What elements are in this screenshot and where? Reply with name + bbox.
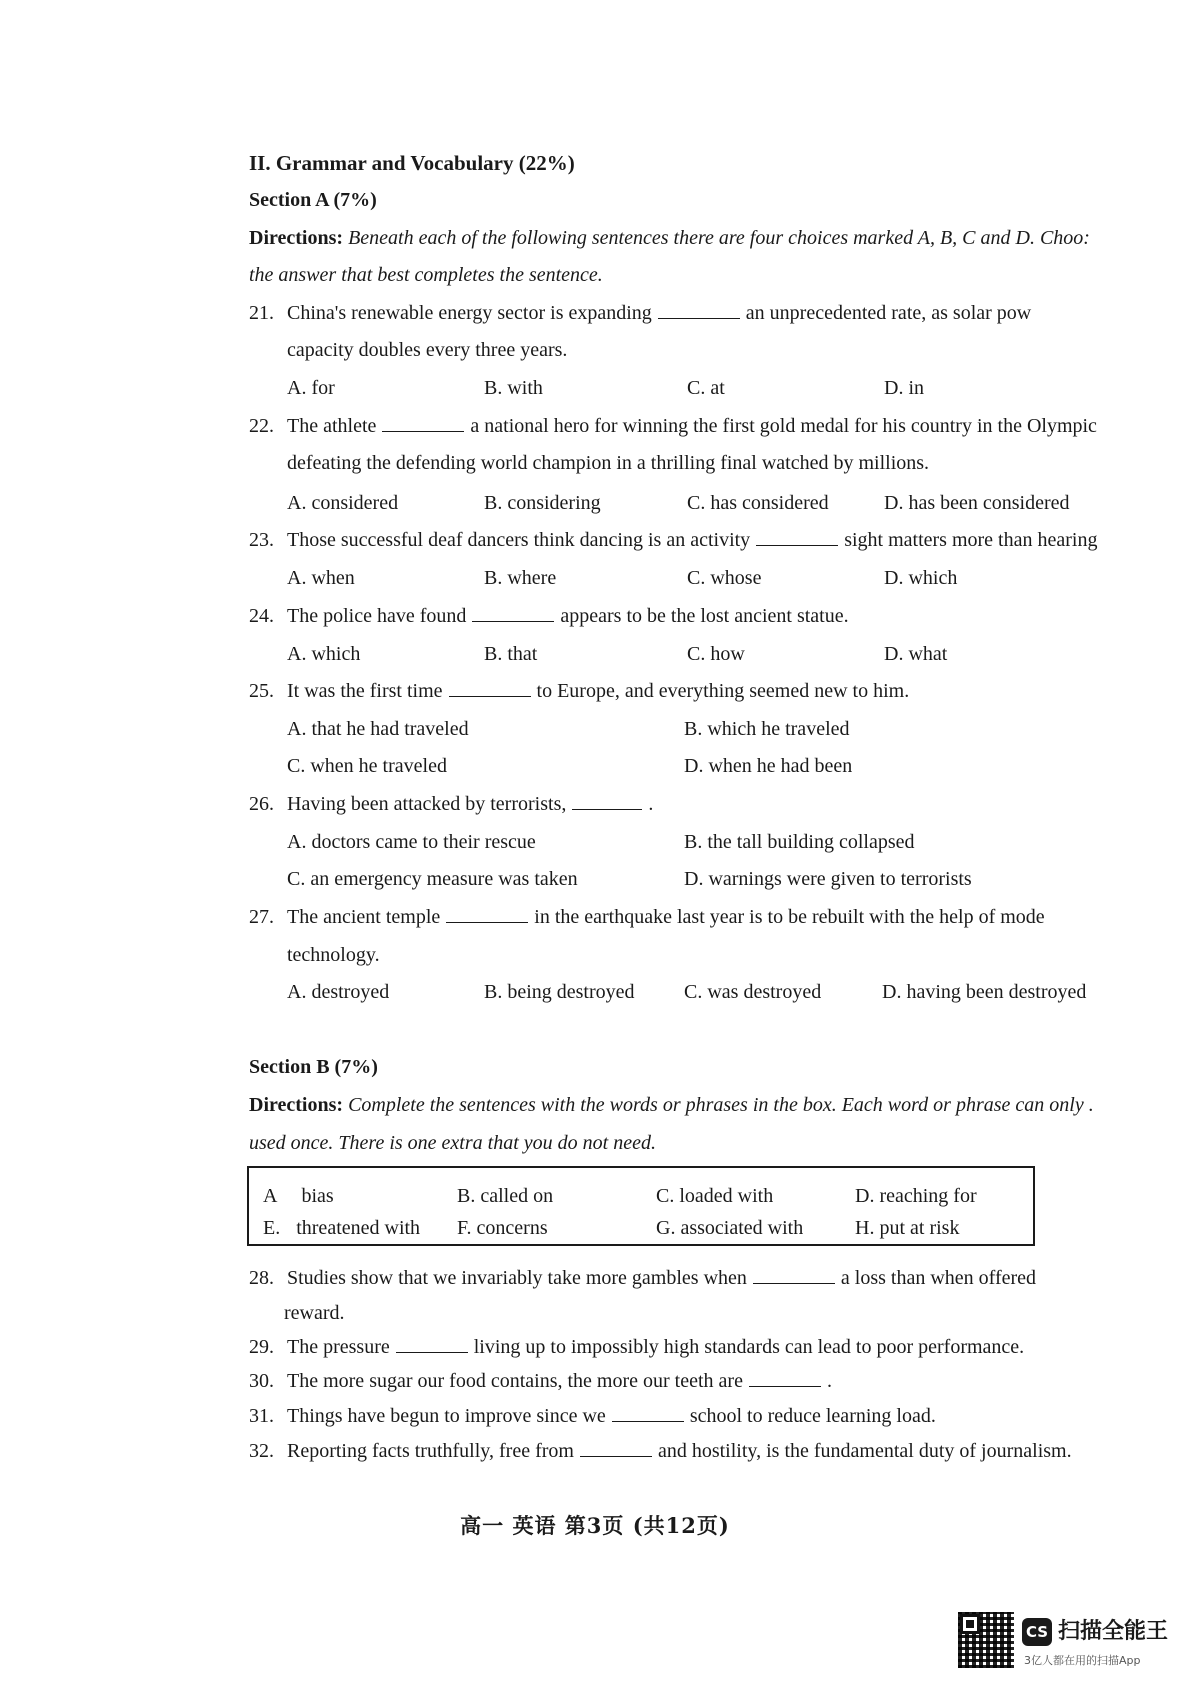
- q21-option-c: C. at: [687, 377, 725, 399]
- section-b-directions: [249, 1092, 1094, 1118]
- question-27: 27. The ancient temple in the earthquake last year is to be rebuilt with the help of mode: [249, 906, 1045, 928]
- question-32: 32. Reporting facts truthfully, free from and hostility, is the fundamental duty of journalism.: [249, 1440, 1072, 1462]
- answer-blank: [449, 678, 531, 697]
- word-box-item: D. reaching for: [855, 1185, 977, 1207]
- answer-blank: [580, 1438, 652, 1457]
- word-box-item: E. threatened with: [263, 1217, 421, 1239]
- q23-option-b: B. where: [484, 567, 557, 589]
- question-22-cont: defeating the defending world champion in a thrilling final watched by millions.: [287, 452, 930, 474]
- directions-label: Directions:: [249, 1094, 344, 1116]
- q23-option-d: D. which: [884, 567, 958, 589]
- section-b-title: Section B (7%): [249, 1056, 378, 1078]
- q27-option-a: A. destroyed: [287, 981, 390, 1003]
- directions-text: Beneath each of the following sentences there are four choices marked A, B, C and D. Choo:: [348, 227, 1090, 249]
- word-box-item: A bias: [263, 1185, 334, 1207]
- q25-option-b: B. which he traveled: [684, 718, 850, 740]
- q22-option-a: A. considered: [287, 492, 399, 514]
- word-box-item: H. put at risk: [855, 1217, 960, 1239]
- answer-blank: [572, 791, 642, 810]
- question-28: 28. Studies show that we invariably take more gambles when a loss than when offered: [249, 1267, 1037, 1289]
- q27-option-b: B. being destroyed: [484, 981, 635, 1003]
- answer-blank: [612, 1403, 684, 1422]
- question-26: 26. Having been attacked by terrorists, .: [249, 793, 654, 815]
- question-25: 25. It was the first time to Europe, and everything seemed new to him.: [249, 680, 910, 702]
- word-box-item: G. associated with: [656, 1217, 804, 1239]
- q22-option-b: B. considering: [484, 492, 601, 514]
- qr-code-icon: [958, 1612, 1014, 1668]
- q23-option-a: A. when: [287, 567, 355, 589]
- q23-option-c: C. whose: [687, 567, 762, 589]
- q27-option-c: C. was destroyed: [684, 981, 822, 1003]
- q25-option-c: C. when he traveled: [287, 755, 447, 777]
- page-footer: 高一 英语 第3页 (共12页): [460, 1513, 730, 1538]
- q24-option-c: C. how: [687, 643, 745, 665]
- watermark-app-name: 扫描全能王: [1058, 1619, 1169, 1644]
- question-31: 31. Things have begun to improve since we school to reduce learning load.: [249, 1405, 936, 1427]
- answer-blank: [382, 413, 464, 432]
- word-box-item: F. concerns: [457, 1217, 548, 1239]
- word-box-item: B. called on: [457, 1185, 554, 1207]
- section-a-title: Section A (7%): [249, 189, 377, 211]
- watermark-tagline: 3亿人都在用的扫描App: [1024, 1654, 1141, 1667]
- word-box: [247, 1166, 1035, 1246]
- question-21: 21. China's renewable energy sector is expanding an unprecedented rate, as solar pow: [249, 302, 1032, 324]
- q25-option-a: A. that he had traveled: [287, 718, 469, 740]
- q25-option-d: D. when he had been: [684, 755, 853, 777]
- directions-text: Complete the sentences with the words or phrases in the box. Each word or phrase can only .: [348, 1094, 1094, 1116]
- answer-blank: [446, 904, 528, 923]
- section-a-directions-cont: the answer that best completes the sentence.: [249, 264, 603, 286]
- section-heading: II. Grammar and Vocabulary (22%): [249, 151, 575, 175]
- section-b-directions-cont: used once. There is one extra that you do not need.: [249, 1132, 656, 1154]
- answer-blank: [756, 527, 838, 546]
- word-box-item: C. loaded with: [656, 1185, 774, 1207]
- camscanner-logo-icon: CS: [1022, 1618, 1052, 1646]
- q26-option-b: B. the tall building collapsed: [684, 831, 915, 853]
- q27-option-d: D. having been destroyed: [882, 981, 1087, 1003]
- question-21-cont: capacity doubles every three years.: [287, 339, 568, 361]
- q24-option-b: B. that: [484, 643, 538, 665]
- q26-option-d: D. warnings were given to terrorists: [684, 868, 972, 890]
- q22-option-d: D. has been considered: [884, 492, 1070, 514]
- answer-blank: [753, 1265, 835, 1284]
- question-27-cont: technology.: [287, 944, 380, 966]
- directions-label: Directions:: [249, 227, 344, 249]
- answer-blank: [396, 1334, 468, 1353]
- scanner-watermark: [958, 1612, 1188, 1678]
- q22-option-c: C. has considered: [687, 492, 829, 514]
- q21-option-d: D. in: [884, 377, 924, 399]
- q24-option-d: D. what: [884, 643, 948, 665]
- answer-blank: [749, 1368, 821, 1387]
- section-a-directions: [249, 225, 1090, 251]
- question-28-cont: reward.: [284, 1302, 345, 1324]
- q21-option-b: B. with: [484, 377, 543, 399]
- q24-option-a: A. which: [287, 643, 361, 665]
- answer-blank: [658, 300, 740, 319]
- answer-blank: [472, 603, 554, 622]
- question-23: 23. Those successful deaf dancers think dancing is an activity sight matters more than hearing: [249, 529, 1098, 551]
- q26-option-c: C. an emergency measure was taken: [287, 868, 578, 890]
- q26-option-a: A. doctors came to their rescue: [287, 831, 536, 853]
- q21-option-a: A. for: [287, 377, 335, 399]
- question-29: 29. The pressure living up to impossibly high standards can lead to poor performance.: [249, 1336, 1025, 1358]
- question-22: 22. The athlete a national hero for winning the first gold medal for his country in the Olympic: [249, 415, 1097, 437]
- question-30: 30. The more sugar our food contains, the more our teeth are .: [249, 1370, 832, 1392]
- question-24: 24. The police have found appears to be the lost ancient statue.: [249, 605, 849, 627]
